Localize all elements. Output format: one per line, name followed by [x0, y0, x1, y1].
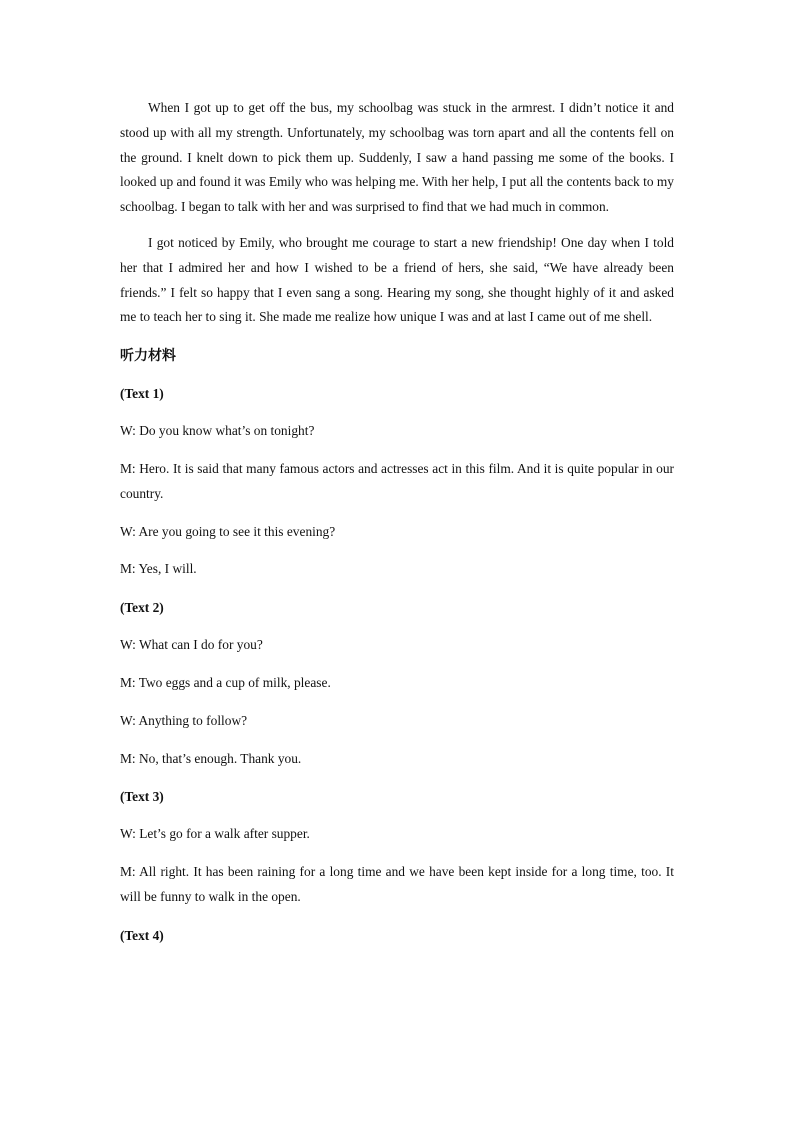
text-2-line-2: M: Two eggs and a cup of milk, please.	[120, 674, 331, 690]
text-3-line-2: M: All right. It has been raining for a long time and we have been kept inside for a long time, too. It will be funny to walk in the open.	[120, 864, 674, 904]
text-1-line-4: M: Yes, I will.	[120, 561, 197, 577]
text-2-label: (Text 2)	[120, 600, 164, 616]
text-1-line-3: W: Are you going to see it this evening?	[120, 523, 336, 539]
text-3-line-1: W: Let’s go for a walk after supper.	[120, 826, 310, 842]
text-2-line-3: W: Anything to follow?	[120, 712, 248, 728]
story-paragraph-1: When I got up to get off the bus, my schoolbag was stuck in the armrest. I didn’t notice it and stood up with all my strength. Unfortunately, my schoolbag was torn apart and all the contents fell on the ground. I knelt down to pick them up. Suddenly, I saw a hand passing me some of the books. I looked up and found it was Emily who was helping me. With her help, I put all the contents back to my schoolbag. I began to talk with her and was surprised to find that we had much in common.	[120, 100, 674, 215]
text-1-section	[120, 381, 674, 582]
text-3-label: (Text 3)	[120, 789, 164, 805]
text-3-section	[120, 784, 674, 909]
story-paragraph-2: I got noticed by Emily, who brought me courage to start a new friendship! One day when I told her that I admired her and how I wished to be a friend of hers, she said, “We have already been friends.” I felt so happy that I even sang a song. Hearing my song, she thought highly of it and asked me to teach her to sing it. She made me realize how unique I was and at last I came out of me shell.	[120, 234, 674, 325]
text-4-label: (Text 4)	[120, 927, 164, 943]
text-2-line-4: M: No, that’s enough. Thank you.	[120, 750, 302, 766]
text-1-line-2: M: Hero. It is said that many famous actors and actresses act in this film. And it is quite popular in our country.	[120, 460, 674, 501]
listening-heading: 听力材料	[120, 348, 176, 365]
text-2-line-1: W: What can I do for you?	[120, 637, 263, 653]
document-page	[120, 96, 674, 961]
text-1-line-1: W: Do you know what’s on tonight?	[120, 423, 315, 439]
text-1-label: (Text 1)	[120, 386, 164, 402]
text-4-section	[120, 923, 674, 949]
text-2-section	[120, 595, 674, 771]
